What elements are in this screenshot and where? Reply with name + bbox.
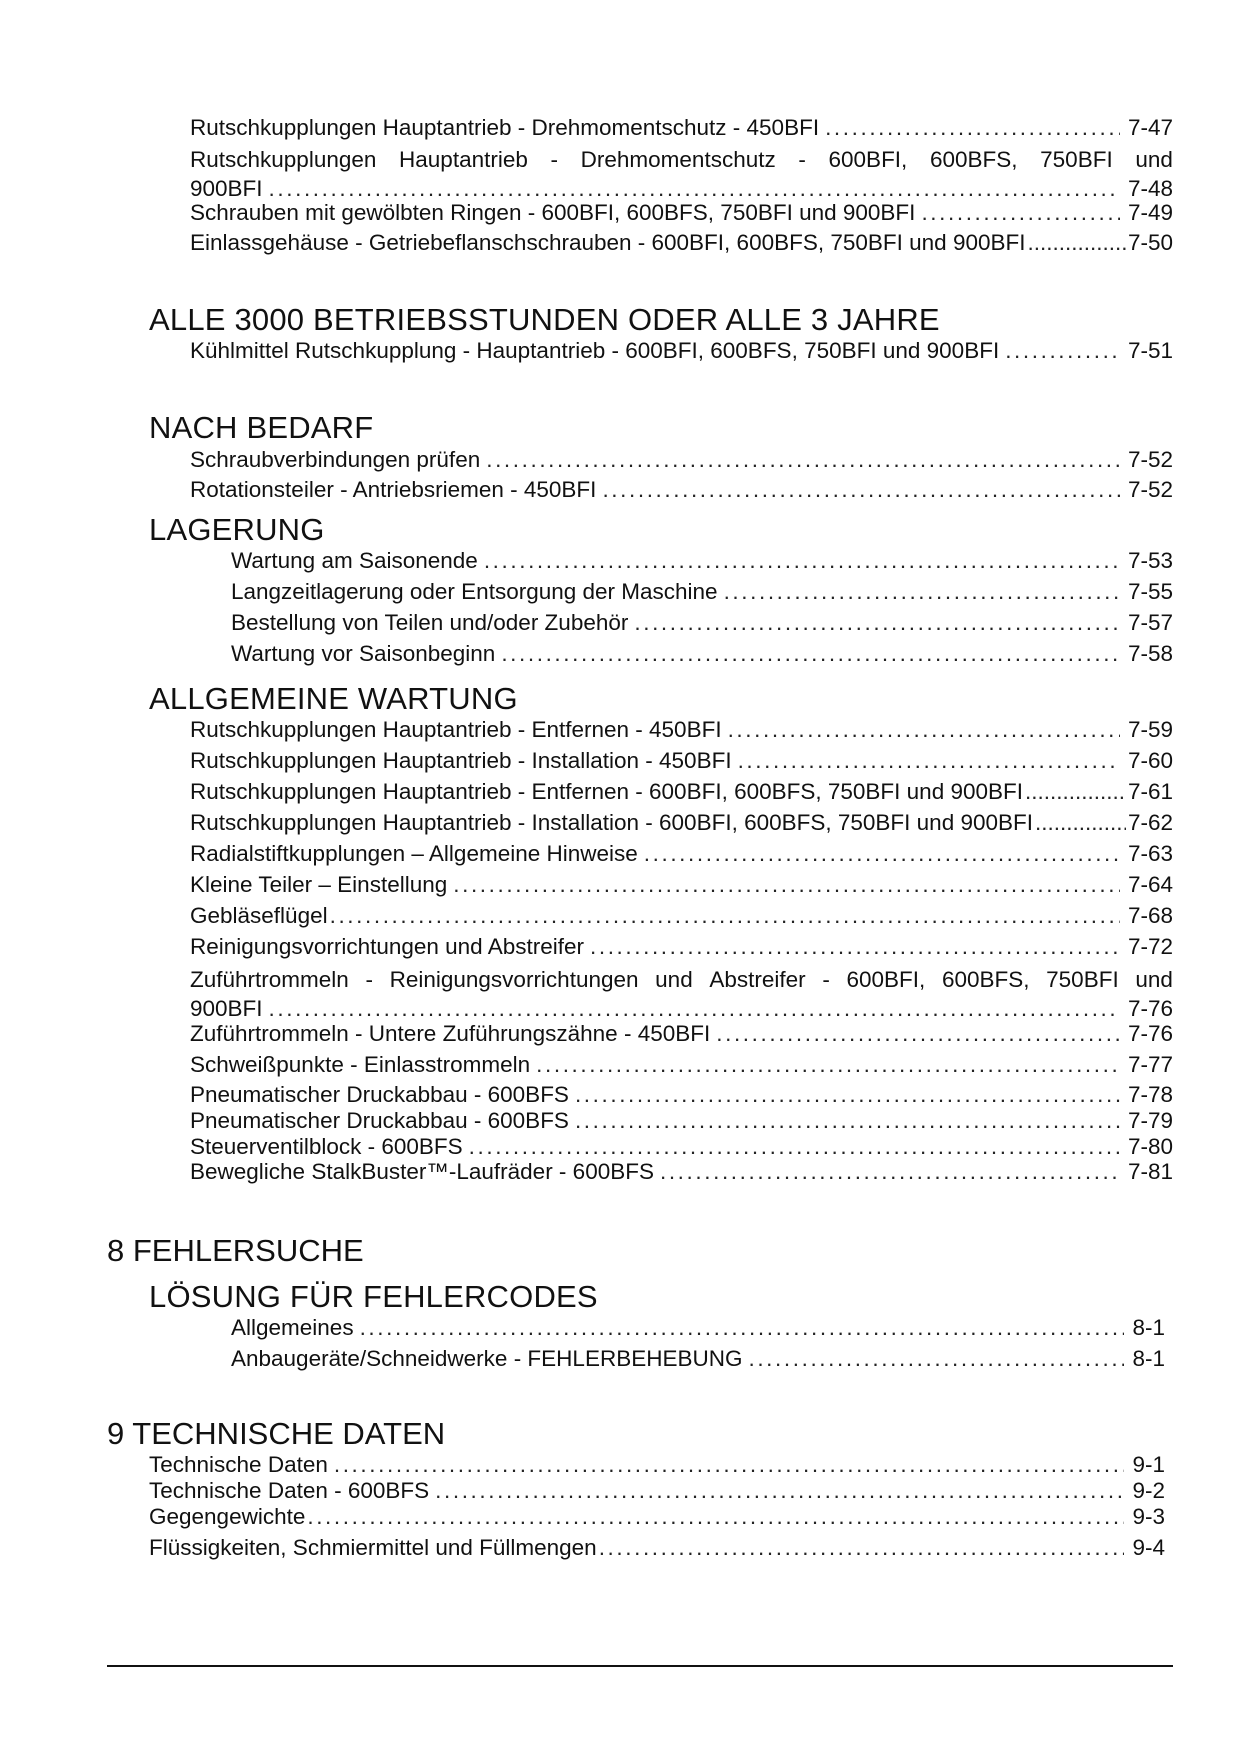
toc-entry-page: 9-4 <box>1132 1535 1165 1560</box>
section-heading: ALLE 3000 BETRIEBSSTUNDEN ODER ALLE 3 JAHRE <box>149 302 940 337</box>
toc-entry-page: 7-72 <box>1127 934 1173 959</box>
word: 750BFI <box>1046 967 1119 992</box>
dot-leader <box>599 1534 1125 1562</box>
dot-leader <box>435 1477 1124 1505</box>
dot-leader <box>469 1133 1120 1161</box>
toc-entry-label: Rutschkupplungen Hauptantrieb - Entfernen - 450BFI <box>190 717 722 742</box>
dot-leader <box>1035 809 1126 837</box>
toc-entry-label: Bewegliche StalkBuster™-Laufräder - 600BFS <box>190 1159 654 1184</box>
section-heading: LÖSUNG FÜR FEHLERCODES <box>149 1279 598 1314</box>
toc-entry-page: 7-68 <box>1127 903 1173 928</box>
toc-entry[interactable] <box>190 871 1173 899</box>
dot-leader <box>660 1158 1120 1186</box>
toc-entry-label: Schweißpunkte - Einlasstrommeln <box>190 1052 531 1077</box>
word: - <box>822 967 830 992</box>
toc-entry[interactable] <box>190 145 1173 203</box>
word: und <box>655 967 693 992</box>
toc-entry-page: 7-59 <box>1127 717 1173 742</box>
toc-entry-label: Reinigungsvorrichtungen und Abstreifer <box>190 934 584 959</box>
dot-leader <box>360 1314 1125 1342</box>
dot-leader <box>269 994 1120 1023</box>
word: 750BFI <box>1040 147 1113 172</box>
word: 600BFI, <box>828 147 908 172</box>
toc-entry[interactable] <box>190 1158 1173 1186</box>
toc-entry-label: 900BFI <box>190 176 263 201</box>
word: Reinigungsvorrichtungen <box>389 967 639 992</box>
word: Rutschkupplungen <box>190 147 377 172</box>
toc-entry[interactable] <box>190 1051 1173 1079</box>
toc-entry[interactable] <box>190 1020 1173 1048</box>
toc-entry-page: 7-76 <box>1127 1021 1173 1046</box>
toc-entry[interactable] <box>190 476 1173 504</box>
toc-entry-page: 7-60 <box>1127 748 1173 773</box>
word: - <box>798 147 806 172</box>
footer-rule <box>107 1665 1173 1667</box>
toc-entry-label: Technische Daten <box>149 1452 328 1477</box>
toc-entry-label: Rotationsteiler - Antriebsriemen - 450BFI <box>190 477 597 502</box>
toc-entry-label: Gegengewichte <box>149 1504 306 1529</box>
toc-entry-label: Kühlmittel Rutschkupplung - Hauptantrieb - 600BFI, 600BFS, 750BFI und 900BFI <box>190 338 1000 363</box>
toc-entry-label: Rutschkupplungen Hauptantrieb - Installation - 450BFI <box>190 748 732 773</box>
toc-entry[interactable] <box>149 1451 1165 1479</box>
dot-leader <box>825 114 1120 142</box>
toc-entry[interactable] <box>190 716 1173 744</box>
toc-entry[interactable] <box>190 446 1173 474</box>
dot-leader <box>484 547 1120 575</box>
toc-entry-label: Kleine Teiler – Einstellung <box>190 872 448 897</box>
toc-entry-page: 7-47 <box>1127 115 1173 140</box>
toc-entry[interactable] <box>190 229 1173 257</box>
dot-leader <box>307 1503 1124 1531</box>
toc-entry[interactable] <box>190 1107 1173 1135</box>
toc-entry[interactable] <box>190 778 1173 806</box>
toc-entry-label: Flüssigkeiten, Schmiermittel und Füllmengen <box>149 1535 597 1560</box>
dot-leader <box>644 840 1120 868</box>
dot-leader <box>716 1020 1120 1048</box>
toc-entry-label: Zuführtrommeln - Untere Zuführungszähne - 450BFI <box>190 1021 711 1046</box>
toc-entry-label: Schraubverbindungen prüfen <box>190 447 481 472</box>
dot-leader <box>330 902 1120 930</box>
toc-entry-label: Steuerventilblock - 600BFS <box>190 1134 463 1159</box>
toc-entry-label: Rutschkupplungen Hauptantrieb - Entfernen - 600BFI, 600BFS, 750BFI und 900BFI <box>190 779 1024 804</box>
toc-entry-label-line1 <box>190 145 1173 174</box>
dot-leader <box>921 199 1120 227</box>
word: Hauptantrieb <box>399 147 528 172</box>
toc-entry-page: 7-58 <box>1127 641 1173 666</box>
dot-leader <box>738 747 1120 775</box>
toc-entry-label: Wartung vor Saisonbeginn <box>231 641 496 666</box>
toc-entry[interactable] <box>190 337 1173 365</box>
toc-entry[interactable] <box>231 640 1173 668</box>
dot-leader <box>724 578 1120 606</box>
section-heading: LAGERUNG <box>149 512 325 547</box>
toc-entry-page: 7-63 <box>1127 841 1173 866</box>
toc-entry-label: Pneumatischer Druckabbau - 600BFS <box>190 1108 569 1133</box>
word: - <box>365 967 373 992</box>
section-heading: NACH BEDARF <box>149 410 374 445</box>
toc-entry[interactable] <box>149 1534 1165 1562</box>
word: - <box>550 147 559 172</box>
word: 600BFS, <box>941 967 1030 992</box>
toc-entry-page: 7-55 <box>1127 579 1173 604</box>
dot-leader <box>590 933 1120 961</box>
dot-leader <box>634 609 1120 637</box>
toc-entry-label-line1 <box>190 965 1173 994</box>
toc-entry[interactable] <box>231 1345 1165 1373</box>
toc-entry-page: 7-76 <box>1127 996 1173 1021</box>
toc-entry[interactable] <box>190 1133 1173 1161</box>
toc-entry[interactable] <box>149 1503 1165 1531</box>
toc-entry-label: Wartung am Saisonende <box>231 548 478 573</box>
word: Drehmomentschutz <box>580 147 776 172</box>
toc-entry-page: 7-57 <box>1127 610 1173 635</box>
toc-entry-label: Technische Daten - 600BFS <box>149 1478 430 1503</box>
toc-entry-label: 900BFI <box>190 996 263 1021</box>
toc-entry-label: Rutschkupplungen Hauptantrieb - Installation - 600BFI, 600BFS, 750BFI und 900BFI <box>190 810 1034 835</box>
dot-leader <box>575 1081 1120 1109</box>
dot-leader <box>501 640 1120 668</box>
dot-leader <box>1025 778 1126 806</box>
toc-entry[interactable] <box>190 747 1173 775</box>
chapter-title: 8 FEHLERSUCHE <box>107 1233 364 1268</box>
word: Abstreifer <box>709 967 806 992</box>
dot-leader <box>536 1051 1120 1079</box>
toc-entry[interactable] <box>190 902 1173 930</box>
toc-entry-page: 7-81 <box>1127 1159 1173 1184</box>
toc-entry-page: 7-51 <box>1127 338 1173 363</box>
toc-entry-page: 7-61 <box>1127 779 1173 804</box>
toc-entry-page: 9-1 <box>1132 1452 1165 1477</box>
toc-entry[interactable] <box>190 199 1173 227</box>
toc-entry-page: 7-52 <box>1127 477 1173 502</box>
toc-entry-label: Radialstiftkupplungen – Allgemeine Hinweise <box>190 841 638 866</box>
toc-entry-page: 7-64 <box>1127 872 1173 897</box>
toc-entry-page: 8-1 <box>1132 1346 1165 1371</box>
dot-leader <box>1005 337 1120 365</box>
toc-entry-page: 8-1 <box>1132 1315 1165 1340</box>
word: Zuführtrommeln <box>190 967 349 992</box>
toc-entry[interactable] <box>190 114 1173 142</box>
dot-leader <box>575 1107 1120 1135</box>
word: und <box>1135 967 1173 992</box>
toc-entry-page: 7-79 <box>1127 1108 1173 1133</box>
word: und <box>1135 147 1173 172</box>
toc-entry[interactable] <box>231 547 1173 575</box>
toc-entry-label: Bestellung von Teilen und/oder Zubehör <box>231 610 629 635</box>
toc-entry-label: Anbaugeräte/Schneidwerke - FEHLERBEHEBUNG <box>231 1346 743 1371</box>
toc-entry-page: 7-48 <box>1127 176 1173 201</box>
dot-leader <box>453 871 1120 899</box>
word: 600BFI, <box>846 967 926 992</box>
toc-entry-page: 7-52 <box>1127 447 1173 472</box>
toc-entry-label: Allgemeines <box>231 1315 354 1340</box>
toc-entry-label: Langzeitlagerung oder Entsorgung der Maschine <box>231 579 718 604</box>
toc-entry-page: 7-49 <box>1127 200 1173 225</box>
toc-entry-page: 7-50 <box>1127 230 1173 255</box>
toc-entry-label: Schrauben mit gewölbten Ringen - 600BFI, 600BFS, 750BFI und 900BFI <box>190 200 916 225</box>
toc-entry-page: 7-62 <box>1127 810 1173 835</box>
dot-leader <box>602 476 1120 504</box>
toc-entry-page: 7-77 <box>1127 1052 1173 1077</box>
toc-entry-label: Gebläseflügel <box>190 903 328 928</box>
word: 600BFS, <box>929 147 1018 172</box>
dot-leader <box>728 716 1120 744</box>
toc-entry-page: 9-2 <box>1132 1478 1165 1503</box>
chapter-title: 9 TECHNISCHE DATEN <box>107 1416 446 1451</box>
toc-entry-page: 7-53 <box>1127 548 1173 573</box>
toc-entry-page: 9-3 <box>1132 1504 1165 1529</box>
toc-entry[interactable] <box>190 965 1173 1023</box>
toc-entry[interactable] <box>231 1314 1165 1342</box>
dot-leader <box>334 1451 1125 1479</box>
toc-entry-label: Pneumatischer Druckabbau - 600BFS <box>190 1082 569 1107</box>
toc-entry[interactable] <box>190 933 1173 961</box>
dot-leader <box>486 446 1120 474</box>
toc-entry[interactable] <box>190 809 1173 837</box>
toc-entry[interactable] <box>149 1477 1165 1505</box>
toc-entry-label: Einlassgehäuse - Getriebeflanschschrauben - 600BFI, 600BFS, 750BFI und 900BFI <box>190 230 1026 255</box>
toc-entry-label: Rutschkupplungen Hauptantrieb - Drehmomentschutz - 450BFI <box>190 115 820 140</box>
toc-entry[interactable] <box>231 578 1173 606</box>
toc-entry[interactable] <box>190 1081 1173 1109</box>
dot-leader <box>748 1345 1124 1373</box>
dot-leader <box>1028 229 1126 257</box>
toc-entry-page: 7-78 <box>1127 1082 1173 1107</box>
section-heading: ALLGEMEINE WARTUNG <box>149 681 518 716</box>
toc-entry-page: 7-80 <box>1127 1134 1173 1159</box>
toc-entry[interactable] <box>231 609 1173 637</box>
toc-entry[interactable] <box>190 840 1173 868</box>
